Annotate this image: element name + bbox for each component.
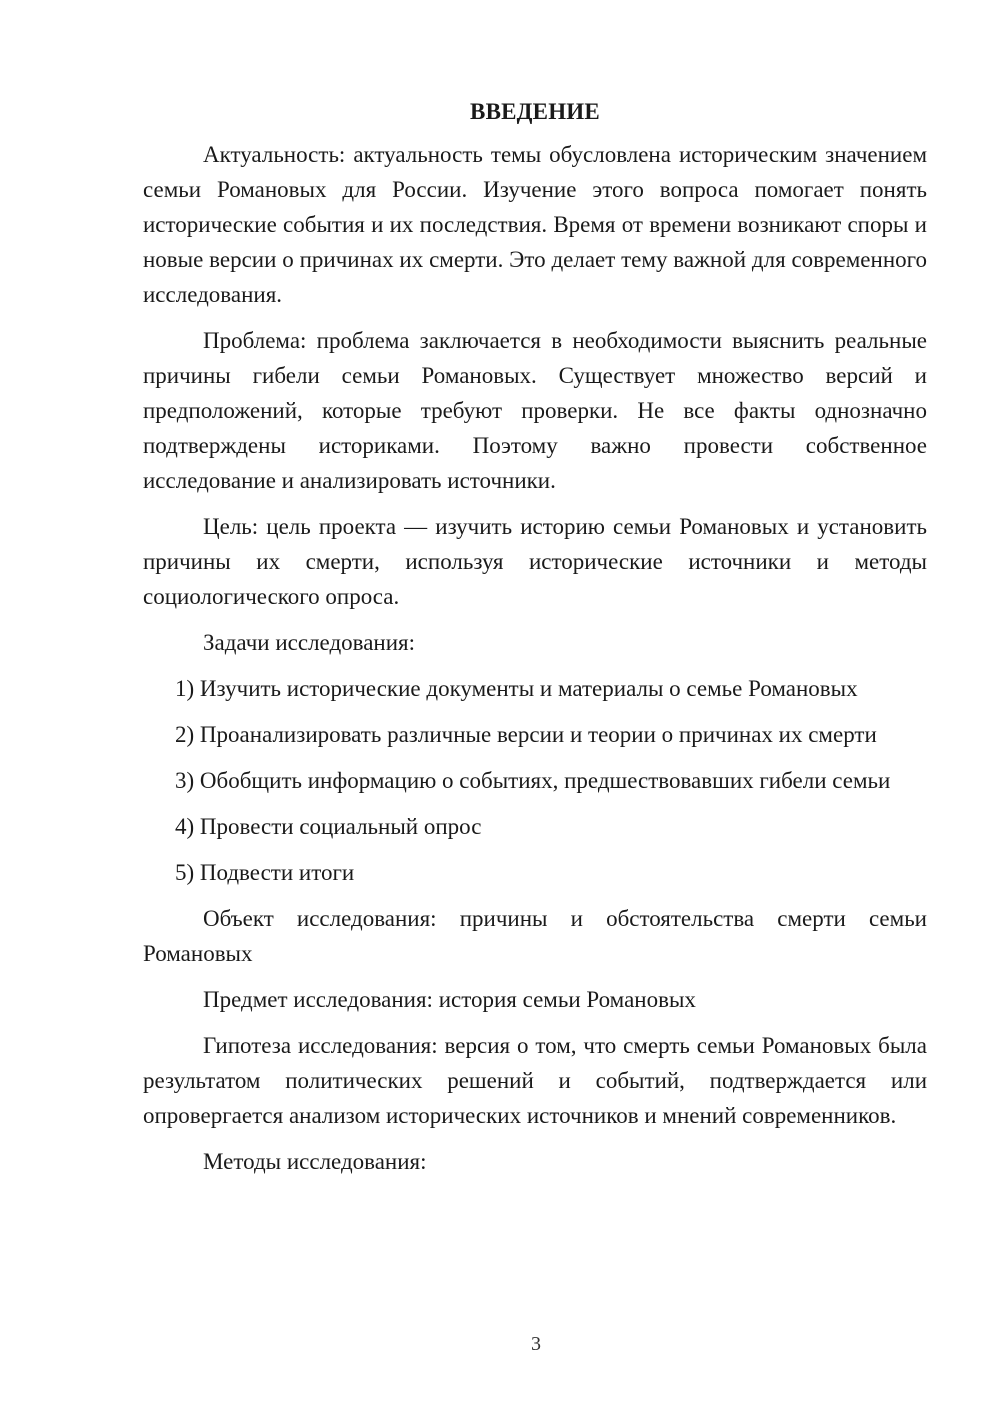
task-item-1: 1) Изучить исторические документы и материалы о семье Романовых	[175, 676, 858, 701]
problem-paragraph: Проблема: проблема заключается в необходимости выяснить реальные причины гибели семьи Романовых. Существует множество версий и предположений, которые требуют проверки. Не все факты однозначно подтверждены историками. Поэтому важно провести собственное исследование и анализировать источники.	[143, 328, 927, 493]
hypothesis-paragraph: Гипотеза исследования: версия о том, что смерть семьи Романовых была результатом политических решений и событий, подтверждается или опровергается анализом исторических источников и мнений современников.	[143, 1033, 927, 1128]
tasks-heading: Задачи исследования:	[203, 630, 416, 655]
task-item-5: 5) Подвести итоги	[175, 860, 355, 885]
page-content	[143, 94, 927, 1190]
task-item-3: 3) Обобщить информацию о событиях, предшествовавших гибели семьи	[175, 768, 891, 793]
section-title: ВВЕДЕНИЕ	[470, 99, 600, 124]
relevance-paragraph: Актуальность: актуальность темы обусловлена историческим значением семьи Романовых для России. Изучение этого вопроса помогает понять исторические события и их последствия. Время от времени возникают споры и новые версии о причинах их смерти. Это делает тему важной для современного исследования.	[143, 142, 927, 307]
object-paragraph: Объект исследования: причины и обстоятельства смерти семьи Романовых	[143, 906, 927, 966]
methods-heading: Методы исследования:	[203, 1149, 427, 1174]
subject-paragraph: Предмет исследования: история семьи Романовых	[203, 987, 696, 1012]
page-number: 3	[531, 1333, 541, 1355]
goal-paragraph: Цель: цель проекта — изучить историю семьи Романовых и установить причины их смерти, используя исторические источники и методы социологического опроса.	[143, 514, 927, 609]
task-item-2: 2) Проанализировать различные версии и теории о причинах их смерти	[175, 722, 877, 747]
task-item-4: 4) Провести социальный опрос	[175, 814, 482, 839]
